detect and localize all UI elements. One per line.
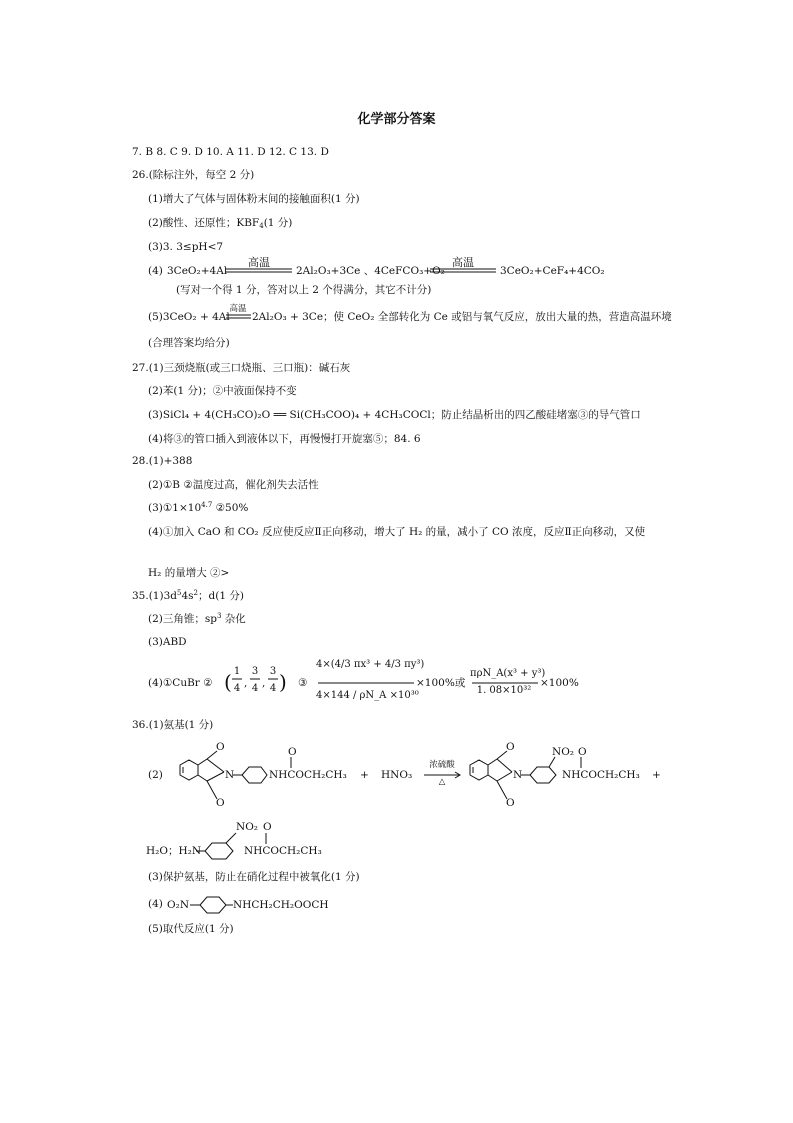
coord-y-den: 4 bbox=[251, 683, 259, 694]
phthalimide-benzene-ring bbox=[180, 760, 198, 780]
q28-answer-4: (4)①加入 CaO 和 CO₂ 反应使反应Ⅱ正向移动，增大了 H₂ 的量，减小了 CO 浓度，反应Ⅱ正向移动，又使 bbox=[148, 526, 646, 538]
q26-answer-4-note: (写对一个得 1 分，答对以上 2 个得满分，其它不计分) bbox=[176, 284, 432, 296]
q36-answer-3: (3)保护氨基，防止在硝化过程中被氧化(1 分) bbox=[148, 871, 360, 883]
q26-eq2-condition: 高温 bbox=[452, 256, 474, 269]
plus-sign: + bbox=[360, 769, 369, 781]
product-amide-carbonyl-o: O bbox=[578, 746, 587, 758]
product-imide-nitrogen: N bbox=[513, 769, 523, 781]
coord-z-num: 3 bbox=[269, 666, 277, 677]
product-nitro-group: NO₂ bbox=[552, 746, 575, 758]
q28-answer-2: (2)①B ②温度过高，催化剂失去活性 bbox=[148, 479, 319, 491]
coord-comma: , bbox=[262, 677, 266, 689]
q26-answer-2: (2)酸性、还原性；$KBF_4(1$ 分) bbox=[148, 217, 293, 230]
q26-answer-5-left: (5)3CeO₂ + 4Al bbox=[148, 311, 230, 323]
q26-answer-4-num: (4) bbox=[148, 265, 163, 277]
q35-answer-4-prefix: (4)①CuBr ② bbox=[148, 677, 213, 689]
reactant-side-chain: NHCOCH₂CH₃ bbox=[269, 769, 347, 781]
product-benzene-ring bbox=[470, 760, 488, 780]
q26-eq1-right: 2Al₂O₃+3Ce 、4CeFCO₃+O₂ bbox=[296, 265, 445, 277]
q35-answer-2: (2)三角锥；$sp^3$ 杂化 bbox=[148, 612, 246, 625]
q35-answer-3: (3)ABD bbox=[148, 636, 187, 648]
q27-answer-1: 27.(1)三颈烧瓶(或三口烧瓶、三口瓶)：碱石灰 bbox=[132, 362, 351, 374]
amine-nitro-group: NO₂ bbox=[236, 821, 259, 833]
q36-answer-4-num: (4) bbox=[148, 898, 163, 910]
imide-bond-bottom bbox=[198, 775, 207, 781]
multiple-choice-answers: 7. B 8. C 9. D 10. A 11. D 12. C 13. D bbox=[132, 146, 329, 158]
density-formula-numerator: 4×(4/3 πx³ + 4/3 πy³) bbox=[316, 659, 425, 670]
amide-carbonyl-o: O bbox=[288, 746, 297, 758]
page-title: 化学部分答案 bbox=[357, 112, 436, 127]
amine-benzene-ring bbox=[205, 843, 233, 859]
q26-answer-5-note: (合理答案均给分) bbox=[148, 337, 230, 349]
coord-close-paren: ) bbox=[279, 670, 287, 694]
alt-formula-numerator: πρN_A(x³ + y³) bbox=[470, 668, 546, 679]
product-side-chain: NHCOCH₂CH₃ bbox=[562, 769, 640, 781]
q26-eq1-left: 3CeO₂+4Al bbox=[167, 265, 228, 277]
coord-y-num: 3 bbox=[251, 666, 259, 677]
para-benzene-ring bbox=[242, 767, 267, 783]
water-and-amine: H₂O；H₂N bbox=[146, 845, 202, 857]
q28-answer-3: $(3)①1\times 10^{4.7}$ ②50% bbox=[148, 501, 249, 514]
q26-heading: 26.(除标注外，每空 2 分) bbox=[132, 169, 255, 181]
q35-answer-1: $35.(1)3d^54s^2$；d(1 分) bbox=[132, 589, 244, 602]
coord-x-num: 1 bbox=[233, 666, 241, 677]
q26-answer-5-condition: 高温 bbox=[229, 304, 247, 314]
heat-label: △ bbox=[438, 777, 446, 787]
q26-answer-3: (3)3. 3≤pH<7 bbox=[148, 241, 224, 253]
formula-tail: ×100% bbox=[540, 677, 579, 689]
density-formula-denominator: 4×144 / ρN_A ×10³⁰ bbox=[316, 690, 419, 701]
q27-answer-3: (3)SiCl₄ + 4(CH₃CO)₂O ══ Si(CH₃COO)₄ + 4CH₃COCl；防止结晶析出的四乙酸硅堵塞③的导气管口 bbox=[148, 409, 641, 421]
amine-side-chain: NHCOCH₂CH₃ bbox=[244, 845, 322, 857]
q26-eq1-condition: 高温 bbox=[248, 256, 270, 269]
imide-n-bond-bottom bbox=[207, 772, 224, 781]
carbonyl-o-top: O bbox=[216, 741, 225, 753]
q36-answer-5: (5)取代反应(1 分) bbox=[148, 923, 234, 935]
imide-n-bond-top bbox=[207, 759, 224, 772]
q27-answer-4: (4)将③的管口插入到液体以下，再慢慢打开旋塞⑤；84. 6 bbox=[148, 433, 421, 445]
nitro-bond bbox=[549, 757, 555, 767]
coord-x-den: 4 bbox=[233, 683, 241, 694]
coord-comma: , bbox=[244, 677, 248, 689]
nitro-substituent: O₂N bbox=[167, 899, 190, 911]
q36-answer-1: 36.(1)氨基(1 分) bbox=[132, 719, 214, 731]
product-imide-bond-top bbox=[488, 759, 497, 765]
imide-nitrogen: N bbox=[225, 769, 235, 781]
q35-answer-4-part3: ③ bbox=[298, 677, 308, 689]
product-carbonyl-o-bottom: O bbox=[506, 797, 515, 809]
product-carbonyl-o-top: O bbox=[506, 741, 515, 753]
q36-4-benzene-ring bbox=[200, 897, 226, 913]
product-para-ring bbox=[530, 767, 556, 783]
product-imide-bond-bottom bbox=[488, 775, 497, 781]
q26-answer-5-right: 2Al₂O₃ + 3Ce；使 CeO₂ 全部转化为 Ce 或铝与氧气反应，放出大量的热，营造高温环境 bbox=[252, 311, 672, 323]
nitric-acid: HNO₃ bbox=[381, 769, 413, 781]
q28-answer-4-cont: H₂ 的量增大 ②> bbox=[148, 567, 230, 579]
product-n-bond-bottom bbox=[497, 772, 512, 781]
amine-carbonyl-o: O bbox=[263, 821, 272, 833]
q26-eq2-right: 3CeO₂+CeF₄+4CO₂ bbox=[500, 265, 605, 277]
catalyst-label: 浓硫酸 bbox=[429, 760, 455, 770]
q36-answer-2-num: (2) bbox=[148, 769, 163, 781]
product-n-bond-top bbox=[497, 759, 512, 772]
q28-answer-1: 28.(1)+388 bbox=[132, 455, 193, 467]
q26-answer-1: (1)增大了气体与固体粉末间的接触面积(1 分) bbox=[148, 193, 360, 205]
alt-formula-denominator: 1. 08×10³² bbox=[476, 685, 532, 696]
product-plus-sign: + bbox=[652, 769, 661, 781]
coord-z-den: 4 bbox=[269, 683, 277, 694]
coord-open-paren: ( bbox=[224, 670, 232, 694]
ester-side-chain: NHCH₂CH₂OOCH bbox=[233, 899, 329, 911]
carbonyl-o-bottom: O bbox=[216, 797, 225, 809]
imide-bond-top bbox=[198, 759, 207, 765]
formula-joiner: ×100%或 bbox=[416, 677, 466, 689]
amine-nitro-bond bbox=[226, 833, 236, 843]
q27-answer-2: (2)苯(1 分)；②中液面保持不变 bbox=[148, 385, 297, 397]
